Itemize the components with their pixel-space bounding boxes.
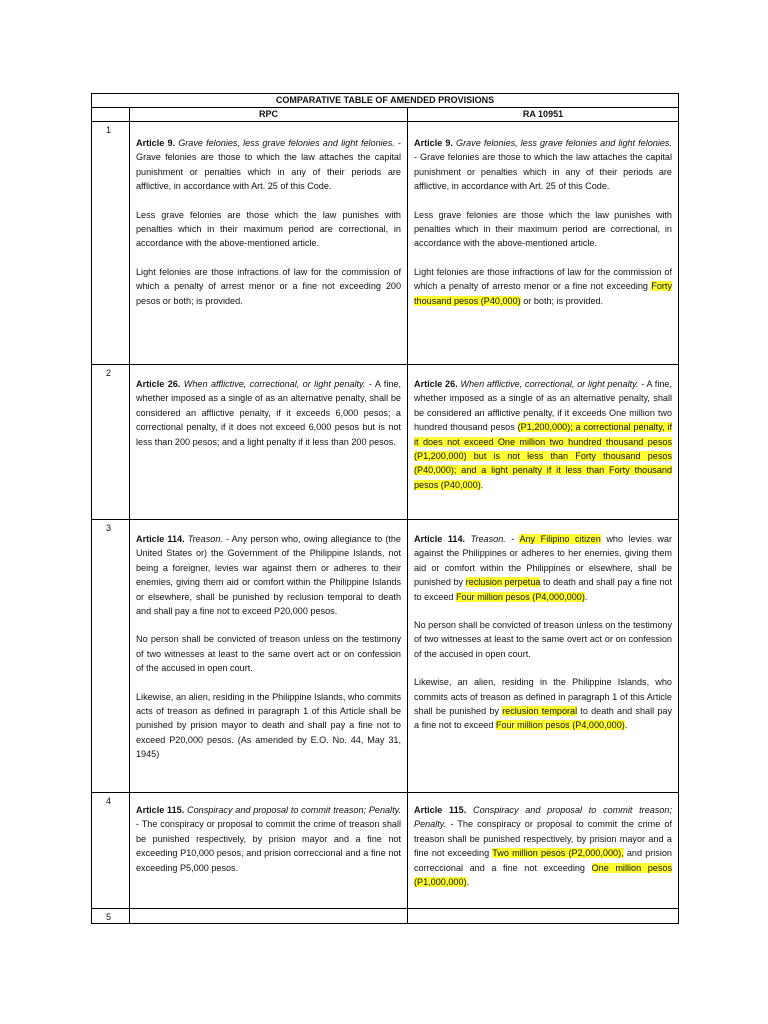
article-number: Article 26. (136, 379, 181, 389)
article-subtitle: Conspiracy and proposal to commit treason; Penalty. (187, 805, 402, 815)
table-title: COMPARATIVE TABLE OF AMENDED PROVISIONS (92, 94, 679, 108)
paragraph-text: No person shall be convicted of treason unless on the testimony of two witnesses at least to the same overt act or on confession of the accused in open court. (136, 634, 401, 674)
rpc-cell (130, 365, 408, 520)
rpc-paragraph (136, 803, 401, 875)
row-number: 1 (92, 122, 130, 365)
paragraph-text: and prision correccional and a fine not exceeding (414, 848, 672, 873)
ra-paragraph (414, 803, 672, 889)
row-number: 5 (92, 909, 130, 924)
highlighted-amendment: Two million pesos (P2,000,000), (492, 848, 624, 859)
rpc-cell (130, 122, 408, 365)
article-subtitle: Treason. (470, 534, 506, 544)
rpc-paragraph (136, 532, 401, 618)
paragraph-text: . (584, 591, 588, 602)
paragraph-text: to death and shall pay a fine not to exceed (414, 706, 672, 731)
ra-paragraph (414, 377, 672, 492)
ra-cell (408, 122, 679, 365)
table-row (92, 365, 679, 520)
highlighted-amendment: Four million pesos (P4,000,000) (495, 720, 625, 731)
table-row (92, 122, 679, 365)
highlighted-amendment: (P1,200,000); a correctional penalty, if it does not exceed One million two hundred thousand pesos (P1,200,000) but is not less than Forty thousand pesos (P40,000); and a light penalty if it less than Forty thousand pesos (P40,000) (414, 422, 672, 490)
ra-paragraph (414, 675, 672, 733)
paragraph-text: or both; is provided. (520, 295, 604, 306)
highlighted-amendment: Forty thousand pesos (P40,000) (414, 281, 672, 306)
paragraph-text: Light felonies are those infractions of law for the commission of which a penalty of arresto menor or a fine not exceeding (414, 266, 672, 292)
rpc-paragraph (136, 136, 401, 194)
rpc-cell (130, 520, 408, 793)
ra-paragraph (414, 532, 672, 604)
paragraph-text: - Any person who, owing allegiance to (the United States or) the Government of the Philippine Islands, not being a foreigner, levies war against them or adheres to their enemies, giving them aid or comfort within the Philippine Islands or elsewhere, shall be punished by reclusion temporal to death and shall pay a fine not to exceed P20,000 pesos. (136, 534, 401, 617)
table-row (92, 909, 679, 924)
paragraph-text: - Grave felonies are those to which the law attaches the capital punishment or penalties which in any of their periods are afflictive, in accordance with Art. 25 of this Code. (414, 152, 672, 192)
article-number: Article 114. (136, 534, 185, 544)
paragraph-text: - (505, 534, 520, 544)
ra-paragraph (414, 136, 672, 194)
article-subtitle: Grave felonies, less grave felonies and light felonies. (178, 138, 395, 148)
row-number: 2 (92, 365, 130, 520)
paragraph-text: - The conspiracy or proposal to commit the crime of treason shall be punished respectively, by prision mayor and a fine not exceeding (414, 819, 672, 859)
paragraph-text: Likewise, an alien, residing in the Philippine Islands, who commits acts of treason as defined in paragraph 1 of this Article shall be punished by prision mayor to death and shall pay a fine not to exceed P20,000 pesos. (As amended by E.O. No. 44, May 31, 1945) (136, 691, 401, 760)
ra-cell (408, 793, 679, 909)
paragraph-text: to death and shall pay a fine not to exceed (414, 577, 673, 602)
highlighted-amendment: Any Filipino citizen (519, 534, 601, 544)
ra-cell (408, 520, 679, 793)
rpc-cell (130, 909, 408, 924)
paragraph-text: Likewise, an alien, residing in the Philippine Islands, who commits acts of treason as defined in paragraph 1 of this Article shall be punished by (414, 677, 672, 717)
article-number: Article 114. (414, 534, 466, 544)
article-subtitle: When afflictive, correctional, or light penalty. (460, 379, 639, 389)
article-subtitle: Conspiracy and proposal to commit treason; Penalty. (414, 805, 673, 830)
paragraph-text: . (480, 479, 484, 490)
comparative-table (91, 93, 679, 924)
header-number-cell (92, 108, 130, 122)
paragraph-text: - Grave felonies are those to which the law attaches the capital punishment or penalties which in any of their periods are afflictive, in accordance with Art. 25 of this Code. (136, 138, 402, 192)
article-subtitle: Grave felonies, less grave felonies and light felonies. (456, 138, 673, 148)
paragraph-text: Less grave felonies are those which the law punishes with penalties which in their maximum period are correctional, in accordance with the above-mentioned article. (136, 209, 401, 249)
article-number: Article 9. (414, 138, 453, 148)
rpc-cell (130, 793, 408, 909)
paragraph-text: - A fine, whether imposed as a single of as an alternative penalty, shall be considered an afflictive penalty, if it exceeds One million two hundred thousand pesos (414, 379, 672, 433)
rpc-paragraph (136, 377, 401, 449)
article-subtitle: Treason. (187, 534, 223, 544)
highlighted-amendment: reclusion temporal (502, 706, 578, 717)
paragraph-text: - The conspiracy or proposal to commit the crime of treason shall be punished respectively, by prision mayor and a fine not exceeding P10,000 pesos, and prision correccional and a fine not exceeding P5,000 pesos. (136, 819, 401, 873)
highlighted-amendment: reclusion perpetua (465, 577, 541, 588)
article-number: Article 115. (136, 805, 185, 815)
ra-cell (408, 909, 679, 924)
article-number: Article 9. (136, 138, 176, 148)
header-rpc: RPC (130, 108, 408, 122)
paragraph-text: No person shall be convicted of treason unless on the testimony of two witnesses at least to the same overt act or on confession of the accused in open court. (414, 620, 672, 659)
article-number: Article 115. (414, 805, 467, 815)
paragraph-text: Light felonies are those infractions of law for the commission of which a penalty of arrest menor or a fine not exceeding 200 pesos or both; is provided. (136, 266, 401, 306)
ra-paragraph (414, 265, 672, 308)
paragraph-text: . (624, 720, 628, 731)
paragraph-text: . (466, 877, 470, 888)
row-number: 4 (92, 793, 130, 909)
highlighted-amendment: One million pesos (P1,000,000) (414, 862, 672, 888)
paragraph-text: who levies war against the Philippines or adheres to her enemies, giving them aid or comfort within the Philippines or elsewhere, shall be punished by (414, 534, 672, 588)
row-number: 3 (92, 520, 130, 793)
ra-cell (408, 365, 679, 520)
article-number: Article 26. (414, 379, 458, 389)
highlighted-amendment: Four million pesos (P4,000,000) (455, 591, 585, 602)
table-row (92, 793, 679, 909)
paragraph-text: - A fine, whether imposed as a single of as an alternative penalty, shall be considered an afflictive penalty, if it exceeds 6,000 pesos; a correctional penalty, if it does not exceed 6,000 pesos but is not less than 200 pesos; and a light penalty if it less than 200 pesos. (136, 379, 401, 447)
table-row (92, 520, 679, 793)
paragraph-text: Less grave felonies are those which the law punishes with penalties which in their maximum period are correctional, in accordance with the above-mentioned article. (414, 209, 672, 249)
article-subtitle: When afflictive, correctional, or light penalty. (183, 379, 366, 389)
header-ra-10951: RA 10951 (408, 108, 679, 122)
